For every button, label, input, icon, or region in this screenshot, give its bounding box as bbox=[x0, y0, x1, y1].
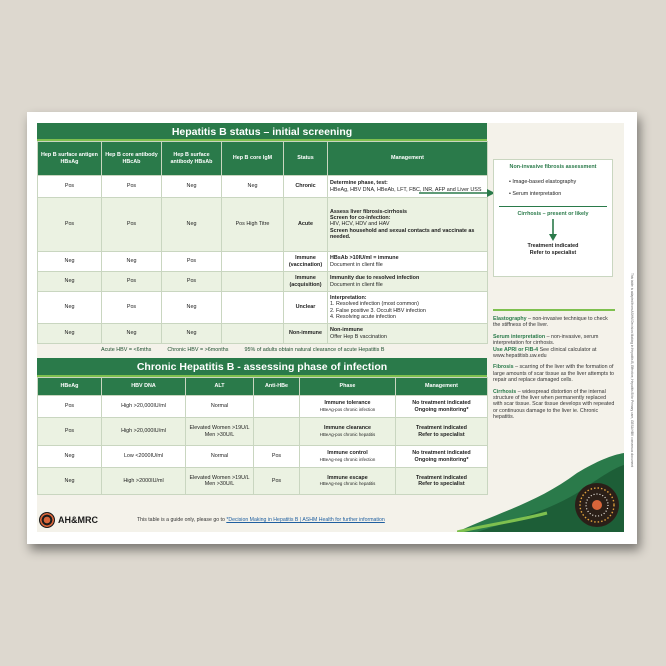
header-status: Status bbox=[284, 142, 328, 176]
phase-sub: HBeAg-pos chronic infection bbox=[319, 406, 376, 412]
management-line: No treatment indicated bbox=[412, 450, 471, 457]
table-row bbox=[38, 324, 488, 344]
cell: Pos High Titre bbox=[222, 198, 284, 252]
management-cell bbox=[328, 272, 488, 292]
table-row bbox=[38, 418, 488, 446]
cell: Pos bbox=[38, 198, 102, 252]
definition-text: – non-invasive technique to check the stiffness of the liver. bbox=[493, 316, 608, 329]
definition-term: Cirrhosis bbox=[493, 388, 517, 395]
cell bbox=[222, 252, 284, 272]
footer-guide-text: This table is a guide only, please go to bbox=[137, 517, 227, 523]
management-note: Document in client file bbox=[330, 281, 383, 288]
definition-term: Serum interpretation bbox=[493, 333, 546, 340]
management-line: Determine phase, test: bbox=[330, 180, 388, 187]
management-line: Screen household and sexual contacts and vaccinate as needed. bbox=[330, 227, 475, 240]
header-hbcab: Hep B core antibody HBcAb bbox=[102, 142, 162, 176]
cell: Pos bbox=[102, 176, 162, 198]
cell bbox=[222, 272, 284, 292]
divider bbox=[499, 206, 607, 207]
management-note: Document in client file bbox=[330, 261, 383, 268]
phase-cell bbox=[300, 468, 396, 495]
management-note: HBeAg, HBV DNA, HBeAb, LFT, FBC, INR, AFP and Liver USS bbox=[330, 186, 482, 193]
table-row bbox=[38, 252, 488, 272]
cell bbox=[222, 324, 284, 344]
phase-sub: HBeAg-pos chronic hepatitis bbox=[319, 431, 376, 437]
side-note: This table is adapted from ASHM Decision Making in Hepatitis B, Effective, Hepatitis B for Primary care, GESA HBV consensus document bbox=[630, 273, 634, 468]
cell bbox=[254, 418, 300, 446]
fibrosis-panel bbox=[493, 159, 613, 277]
management-line: HBsAb >10IU/ml = immune bbox=[330, 255, 399, 262]
phase-label: Immune clearance bbox=[323, 425, 372, 432]
status-cell: Non-immune bbox=[284, 324, 328, 344]
phase-cell bbox=[300, 396, 396, 418]
definition bbox=[493, 347, 615, 360]
note-clearance: 95% of adults obtain natural clearance of acute Hepatitis B bbox=[244, 347, 385, 353]
management-note: 4. Resolving acute infection bbox=[330, 313, 396, 320]
definitions bbox=[493, 309, 615, 426]
cell: Pos bbox=[38, 396, 102, 418]
cell: Neg bbox=[38, 272, 102, 292]
cell: Pos bbox=[254, 446, 300, 468]
management-line: No treatment indicated bbox=[412, 400, 471, 407]
cell: Pos bbox=[162, 272, 222, 292]
fibrosis-item: • Image-based elastography bbox=[509, 178, 577, 185]
decorative-wave-icon bbox=[457, 453, 624, 532]
status-cell: Immune (vaccination) bbox=[284, 252, 328, 272]
cell: Normal bbox=[186, 396, 254, 418]
cirrhosis-label: Cirrhosis – present or likely bbox=[517, 210, 589, 217]
management-cell bbox=[396, 396, 488, 418]
cell: Pos bbox=[254, 468, 300, 495]
management-line: Screen for co-infection: bbox=[330, 215, 391, 222]
logo-text: AH&MRC bbox=[58, 515, 98, 525]
phase-sub: HBeAg-neg chronic infection bbox=[319, 456, 376, 462]
definition bbox=[493, 364, 615, 383]
management-line: Interpretation: bbox=[330, 294, 367, 301]
phase-cell bbox=[300, 446, 396, 468]
cell: Neg bbox=[162, 324, 222, 344]
left-column bbox=[37, 123, 487, 495]
management-cell bbox=[396, 418, 488, 446]
cell: High >2000IU/ml bbox=[102, 468, 186, 495]
header-anti-hbe: Anti-HBe bbox=[254, 378, 300, 396]
cell: Neg bbox=[102, 252, 162, 272]
phase-label: Immune escape bbox=[327, 474, 368, 481]
management-line: Immunity due to resolved infection bbox=[330, 275, 420, 282]
management-note: 2. False positive 3. Occult HBV infection bbox=[330, 307, 426, 314]
header-phase: Phase bbox=[300, 378, 396, 396]
definition-term: Use APRI or FIB-4 bbox=[493, 346, 539, 353]
definition-text: – non-invasive, serum interpretation for cirrhosis. bbox=[493, 333, 599, 347]
management-line: Ongoing monitoring* bbox=[414, 406, 469, 413]
cell: Pos bbox=[162, 252, 222, 272]
chronic-table bbox=[37, 377, 488, 495]
cell: Elevated Women >19U/L Men >30U/L bbox=[186, 418, 254, 446]
management-cell bbox=[328, 292, 488, 324]
phase-label: Immune control bbox=[327, 450, 368, 457]
ahmrc-logo-icon bbox=[39, 512, 55, 528]
management-note: 1. Resolved infection (most common) bbox=[330, 301, 419, 308]
management-line: Refer to specialist bbox=[418, 481, 465, 487]
cell: Neg bbox=[222, 176, 284, 198]
cell: Pos bbox=[102, 292, 162, 324]
definition bbox=[493, 334, 615, 347]
phase-label: Immune tolerance bbox=[324, 400, 371, 407]
definition bbox=[493, 316, 615, 329]
arrow-right-icon bbox=[417, 183, 497, 203]
management-line: Assess liver fibrosis-cirrhosis bbox=[330, 208, 408, 215]
management-note: HIV, HCV, HDV and HAV bbox=[330, 221, 390, 228]
treatment-label: Treatment indicated bbox=[527, 243, 579, 249]
cell: Normal bbox=[186, 446, 254, 468]
definition-term: Fibrosis bbox=[493, 364, 514, 371]
management-note: Offer Hep B vaccination bbox=[330, 333, 387, 340]
management-line: Refer to specialist bbox=[418, 431, 465, 438]
note-acute: Acute HBV = <6mths bbox=[101, 347, 152, 353]
footer-text bbox=[137, 517, 385, 523]
definition-text: – widespread distortion of the internal structure of the liver when permanently replaced with scar tissue. Scar tissue develops with repeated or continuous damage to the liver ie. Chronic hepatitis. bbox=[493, 388, 615, 421]
screening-header-row bbox=[38, 142, 488, 176]
definition-term: Elastography bbox=[493, 316, 527, 322]
footer-link[interactable]: *Decision Making in Hepatitis B | ASHM Health for further information bbox=[226, 517, 385, 523]
cell: Neg bbox=[162, 198, 222, 252]
chronic-header-row bbox=[38, 378, 488, 396]
management-line: Ongoing monitoring* bbox=[414, 456, 469, 463]
cell: Pos bbox=[102, 272, 162, 292]
cell: Neg bbox=[38, 292, 102, 324]
cell: Pos bbox=[102, 198, 162, 252]
definition-text: See clinical calculator at www.hepatitisb.uw.edu bbox=[493, 346, 597, 360]
status-cell: Chronic bbox=[284, 176, 328, 198]
cell: Neg bbox=[162, 292, 222, 324]
status-cell: Unclear bbox=[284, 292, 328, 324]
cell: Neg bbox=[38, 252, 102, 272]
cell: Pos bbox=[38, 176, 102, 198]
fibrosis-item: • Serum interpretation bbox=[509, 191, 562, 197]
management-line: Treatment indicated bbox=[416, 425, 467, 432]
fibrosis-box bbox=[493, 159, 613, 277]
header-hbsag: Hep B surface antigen HBsAg bbox=[38, 142, 102, 176]
table-row bbox=[38, 396, 488, 418]
chronic-title: Chronic Hepatitis B - assessing phase of infection bbox=[37, 358, 487, 377]
phase-sub: HBeAg-neg chronic hepatitis bbox=[319, 481, 376, 486]
fibrosis-item-label: Serum interpretation bbox=[512, 191, 562, 197]
header-hbv-dna: HBV DNA bbox=[102, 378, 186, 396]
cell: Elevated Women >19U/L Men >30U/L bbox=[186, 468, 254, 495]
screening-notes bbox=[37, 344, 487, 356]
header-management: Management bbox=[328, 142, 488, 176]
header-alt: ALT bbox=[186, 378, 254, 396]
divider bbox=[493, 309, 615, 311]
table-row bbox=[38, 292, 488, 324]
cell bbox=[254, 396, 300, 418]
definition-text: – scarring of the liver with the formation of large amounts of scar tissue as the liver attempts to repair and replace damaged cells. bbox=[493, 364, 615, 384]
fibrosis-item-label: Image-based elastography bbox=[512, 178, 577, 185]
guide-card bbox=[27, 112, 637, 544]
screening-table bbox=[37, 141, 488, 344]
cell: Neg bbox=[102, 324, 162, 344]
screening-title: Hepatitis B status – initial screening bbox=[37, 123, 487, 141]
cell: Neg bbox=[38, 324, 102, 344]
header-igm: Hep B core IgM bbox=[222, 142, 284, 176]
management-line: Non-immune bbox=[330, 327, 363, 334]
arrow-down-icon bbox=[548, 219, 558, 241]
guide-sheet bbox=[37, 123, 634, 532]
note-chronic: Chronic HBV = >6months bbox=[167, 347, 229, 353]
table-row bbox=[38, 272, 488, 292]
management-cell bbox=[328, 252, 488, 272]
status-cell: Immune (acquisition) bbox=[284, 272, 328, 292]
footer bbox=[37, 509, 487, 532]
table-row bbox=[38, 198, 488, 252]
cell: Neg bbox=[38, 468, 102, 495]
cell: Neg bbox=[162, 176, 222, 198]
fibrosis-title: Non-invasive fibrosis assessment bbox=[509, 164, 597, 170]
cell: High >20,000IU/ml bbox=[102, 396, 186, 418]
status-cell: Acute bbox=[284, 198, 328, 252]
table-row bbox=[38, 446, 488, 468]
table-row bbox=[38, 468, 488, 495]
header-hbeag: HBeAg bbox=[38, 378, 102, 396]
cell: Neg bbox=[38, 446, 102, 468]
management-cell bbox=[328, 198, 488, 252]
phase-cell bbox=[300, 418, 396, 446]
cell: High >20,000IU/ml bbox=[102, 418, 186, 446]
header-hbsab: Hep B surface antibody HBsAb bbox=[162, 142, 222, 176]
definition bbox=[493, 389, 615, 421]
header-management: Management bbox=[396, 378, 488, 396]
management-cell bbox=[328, 324, 488, 344]
cell: Low <2000IU/ml bbox=[102, 446, 186, 468]
cell: Pos bbox=[38, 418, 102, 446]
refer-label: Refer to specialist bbox=[529, 249, 577, 256]
cell bbox=[222, 292, 284, 324]
management-line: Treatment indicated bbox=[416, 474, 467, 481]
